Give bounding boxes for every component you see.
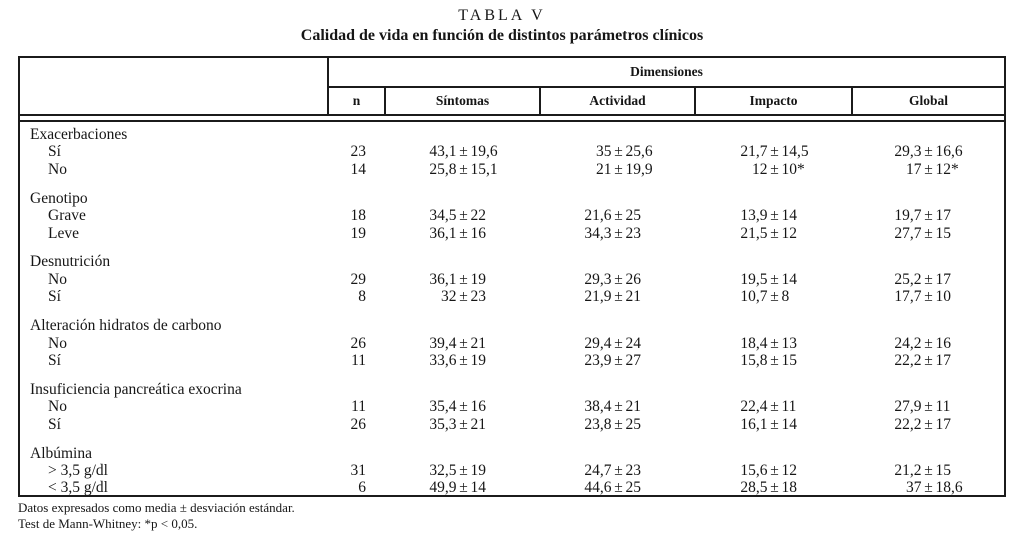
cell-value bbox=[696, 225, 853, 242]
cell-value bbox=[696, 288, 853, 305]
cell-value bbox=[386, 352, 541, 369]
sd-value: 25,6 bbox=[625, 143, 653, 161]
plus-minus: ± bbox=[614, 143, 623, 161]
sd-value: 10* bbox=[781, 160, 805, 178]
cell-value bbox=[853, 416, 1004, 433]
header-col-impacto: Impacto bbox=[696, 88, 853, 114]
cell-value bbox=[386, 288, 541, 305]
mean-value: 32,5 bbox=[429, 462, 457, 479]
cell-value bbox=[541, 207, 696, 224]
mean-value: 35 bbox=[596, 143, 612, 161]
row-label: Sí bbox=[48, 351, 61, 369]
n-value: 19 bbox=[350, 224, 366, 242]
group-label-row bbox=[20, 317, 1004, 334]
plus-minus: ± bbox=[459, 398, 468, 416]
sd-value: 16 bbox=[470, 398, 486, 416]
plus-minus: ± bbox=[924, 334, 933, 352]
group-label-row bbox=[20, 190, 1004, 207]
n-value: 31 bbox=[350, 462, 366, 479]
sd-value: 24 bbox=[625, 334, 641, 352]
header-dimensiones: Dimensiones bbox=[329, 58, 1004, 88]
mean-value: 15,8 bbox=[740, 351, 768, 369]
cell-value bbox=[541, 479, 696, 496]
sd-value: 21 bbox=[625, 398, 641, 416]
n-value: 6 bbox=[358, 479, 366, 497]
mean-value: 35,4 bbox=[429, 398, 457, 416]
table-row bbox=[20, 225, 1004, 242]
plus-minus: ± bbox=[924, 351, 933, 369]
mean-value: 27,7 bbox=[894, 224, 922, 242]
cell-value bbox=[386, 161, 541, 178]
mean-value: 34,5 bbox=[429, 207, 457, 225]
sd-value: 25 bbox=[625, 207, 641, 225]
n-value: 14 bbox=[350, 160, 366, 178]
mean-value: 17 bbox=[906, 160, 922, 178]
sd-value: 15 bbox=[935, 224, 951, 242]
plus-minus: ± bbox=[614, 334, 623, 352]
cell-value bbox=[386, 416, 541, 433]
table-row bbox=[20, 271, 1004, 288]
mean-value: 36,1 bbox=[429, 224, 457, 242]
sd-value: 26 bbox=[625, 270, 641, 288]
plus-minus: ± bbox=[924, 415, 933, 433]
cell-value bbox=[696, 143, 853, 160]
plus-minus: ± bbox=[614, 270, 623, 288]
plus-minus: ± bbox=[770, 224, 779, 242]
sd-value: 12 bbox=[781, 462, 797, 479]
cell-value bbox=[386, 143, 541, 160]
plus-minus: ± bbox=[614, 351, 623, 369]
group-label: Genotipo bbox=[30, 189, 88, 207]
row-label: Leve bbox=[48, 224, 79, 242]
sd-value: 19 bbox=[470, 351, 486, 369]
table-row bbox=[20, 335, 1004, 352]
mean-value: 21,5 bbox=[740, 224, 768, 242]
row-label: Grave bbox=[48, 207, 86, 225]
cell-value bbox=[541, 398, 696, 415]
plus-minus: ± bbox=[459, 351, 468, 369]
table-group bbox=[20, 190, 1004, 242]
table-group bbox=[20, 317, 1004, 369]
row-label: Sí bbox=[48, 415, 61, 433]
table-group bbox=[20, 253, 1004, 305]
n-value: 11 bbox=[351, 351, 366, 369]
n-value: 26 bbox=[350, 334, 366, 352]
mean-value: 13,9 bbox=[740, 207, 768, 225]
plus-minus: ± bbox=[459, 270, 468, 288]
cell-value bbox=[541, 271, 696, 288]
mean-value: 18,4 bbox=[740, 334, 768, 352]
group-label-row bbox=[20, 445, 1004, 462]
cell-value bbox=[696, 352, 853, 369]
cell-value bbox=[541, 143, 696, 160]
table-row bbox=[20, 398, 1004, 415]
sd-value: 15 bbox=[935, 462, 951, 479]
mean-value: 19,7 bbox=[894, 207, 922, 225]
mean-value: 10,7 bbox=[740, 288, 768, 306]
plus-minus: ± bbox=[459, 143, 468, 161]
cell-value bbox=[853, 161, 1004, 178]
sd-value: 17 bbox=[935, 270, 951, 288]
plus-minus: ± bbox=[770, 288, 779, 306]
mean-value: 43,1 bbox=[429, 143, 457, 161]
mean-value: 29,3 bbox=[894, 143, 922, 161]
mean-value: 21 bbox=[596, 160, 612, 178]
plus-minus: ± bbox=[459, 288, 468, 306]
sd-value: 12* bbox=[935, 160, 959, 178]
group-label: Albúmina bbox=[30, 444, 92, 462]
mean-value: 28,5 bbox=[740, 479, 768, 497]
cell-value bbox=[853, 288, 1004, 305]
sd-value: 18,6 bbox=[935, 479, 963, 497]
mean-value: 49,9 bbox=[429, 479, 457, 497]
group-label: Exacerbaciones bbox=[30, 126, 128, 143]
sd-value: 25 bbox=[625, 479, 641, 497]
sd-value: 21 bbox=[470, 415, 486, 433]
sd-value: 10 bbox=[935, 288, 951, 306]
cell-value bbox=[386, 335, 541, 352]
sd-value: 14,5 bbox=[781, 143, 809, 161]
sd-value: 19 bbox=[470, 462, 486, 479]
row-label: > 3,5 g/dl bbox=[48, 462, 108, 479]
cell-value bbox=[541, 335, 696, 352]
mean-value: 27,9 bbox=[894, 398, 922, 416]
sd-value: 16 bbox=[935, 334, 951, 352]
sd-value: 14 bbox=[781, 270, 797, 288]
table-row bbox=[20, 462, 1004, 479]
sd-value: 21 bbox=[625, 288, 641, 306]
sd-value: 13 bbox=[781, 334, 797, 352]
sd-value: 19,9 bbox=[625, 160, 653, 178]
mean-value: 29,3 bbox=[584, 270, 612, 288]
sd-value: 14 bbox=[781, 415, 797, 433]
cell-value bbox=[696, 335, 853, 352]
header-col-global: Global bbox=[908, 93, 948, 108]
table-row bbox=[20, 207, 1004, 224]
plus-minus: ± bbox=[924, 479, 933, 497]
cell-value bbox=[696, 398, 853, 415]
n-value: 18 bbox=[350, 207, 366, 225]
mean-value: 21,7 bbox=[740, 143, 768, 161]
plus-minus: ± bbox=[770, 398, 779, 416]
plus-minus: ± bbox=[459, 224, 468, 242]
plus-minus: ± bbox=[459, 479, 468, 497]
mean-value: 44,6 bbox=[584, 479, 612, 497]
footnotes bbox=[18, 500, 295, 531]
cell-value bbox=[541, 352, 696, 369]
sd-value: 12 bbox=[781, 224, 797, 242]
plus-minus: ± bbox=[924, 160, 933, 178]
cell-value bbox=[696, 462, 853, 479]
plus-minus: ± bbox=[614, 398, 623, 416]
sd-value: 23 bbox=[625, 462, 641, 479]
cell-value bbox=[696, 161, 853, 178]
plus-minus: ± bbox=[770, 143, 779, 161]
cell-value bbox=[696, 271, 853, 288]
n-value: 26 bbox=[350, 415, 366, 433]
mean-value: 19,5 bbox=[740, 270, 768, 288]
cell-value bbox=[386, 398, 541, 415]
header-heavy-rule bbox=[20, 120, 1004, 122]
plus-minus: ± bbox=[770, 462, 779, 479]
cell-value bbox=[541, 462, 696, 479]
data-table bbox=[18, 56, 1006, 497]
plus-minus: ± bbox=[770, 415, 779, 433]
plus-minus: ± bbox=[924, 224, 933, 242]
table-row bbox=[20, 143, 1004, 160]
row-label: No bbox=[48, 334, 67, 352]
plus-minus: ± bbox=[614, 288, 623, 306]
mean-value: 23,9 bbox=[584, 351, 612, 369]
cell-value bbox=[541, 161, 696, 178]
mean-value: 22,2 bbox=[894, 351, 922, 369]
mean-value: 36,1 bbox=[429, 270, 457, 288]
mean-value: 33,6 bbox=[429, 351, 457, 369]
cell-value bbox=[386, 271, 541, 288]
mean-value: 37 bbox=[906, 479, 922, 497]
plus-minus: ± bbox=[614, 479, 623, 497]
mean-value: 12 bbox=[752, 160, 768, 178]
group-label: Desnutrición bbox=[30, 253, 111, 271]
table-row bbox=[20, 479, 1004, 496]
group-label-row bbox=[20, 381, 1004, 398]
mean-value: 23,8 bbox=[584, 415, 612, 433]
mean-value: 21,6 bbox=[584, 207, 612, 225]
cell-value bbox=[696, 479, 853, 496]
cell-value bbox=[386, 225, 541, 242]
mean-value: 24,7 bbox=[584, 462, 612, 479]
mean-value: 22,2 bbox=[894, 415, 922, 433]
header-col-n: n bbox=[329, 88, 386, 114]
plus-minus: ± bbox=[459, 462, 468, 479]
plus-minus: ± bbox=[924, 270, 933, 288]
cell-value bbox=[853, 225, 1004, 242]
plus-minus: ± bbox=[770, 207, 779, 225]
table-row bbox=[20, 288, 1004, 305]
group-label-row bbox=[20, 253, 1004, 270]
plus-minus: ± bbox=[614, 462, 623, 479]
cell-value bbox=[386, 207, 541, 224]
sd-value: 22 bbox=[470, 207, 486, 225]
plus-minus: ± bbox=[924, 207, 933, 225]
plus-minus: ± bbox=[459, 415, 468, 433]
sd-value: 8 bbox=[781, 288, 790, 306]
plus-minus: ± bbox=[614, 224, 623, 242]
table-body bbox=[20, 126, 1004, 497]
sd-value: 14 bbox=[781, 207, 797, 225]
plus-minus: ± bbox=[614, 207, 623, 225]
cell-value bbox=[853, 398, 1004, 415]
cell-value bbox=[541, 225, 696, 242]
sd-value: 18 bbox=[781, 479, 797, 497]
sd-value: 11 bbox=[935, 398, 951, 416]
plus-minus: ± bbox=[770, 270, 779, 288]
table-title: TABLA V bbox=[458, 7, 546, 24]
sd-value: 17 bbox=[935, 351, 951, 369]
plus-minus: ± bbox=[924, 398, 933, 416]
plus-minus: ± bbox=[614, 160, 623, 178]
sd-value: 16,6 bbox=[935, 143, 963, 161]
mean-value: 17,7 bbox=[894, 288, 922, 306]
sd-value: 23 bbox=[625, 224, 641, 242]
plus-minus: ± bbox=[770, 351, 779, 369]
mean-value: 38,4 bbox=[584, 398, 612, 416]
table-subtitle: Calidad de vida en función de distintos parámetros clínicos bbox=[300, 27, 704, 44]
group-label: Alteración hidratos de carbono bbox=[30, 317, 222, 335]
cell-value bbox=[696, 416, 853, 433]
cell-value bbox=[853, 271, 1004, 288]
cell-value bbox=[541, 288, 696, 305]
cell-value bbox=[696, 207, 853, 224]
table-row bbox=[20, 161, 1004, 178]
n-value: 23 bbox=[350, 143, 366, 161]
plus-minus: ± bbox=[924, 288, 933, 306]
table-group bbox=[20, 381, 1004, 433]
plus-minus: ± bbox=[770, 334, 779, 352]
table-row bbox=[20, 352, 1004, 369]
group-label-row bbox=[20, 126, 1004, 143]
mean-value: 22,4 bbox=[740, 398, 768, 416]
group-label: Insuficiencia pancreática exocrina bbox=[30, 380, 242, 398]
mean-value: 15,6 bbox=[740, 462, 768, 479]
cell-value bbox=[853, 352, 1004, 369]
sd-value: 14 bbox=[470, 479, 486, 497]
mean-value: 25,2 bbox=[894, 270, 922, 288]
sd-value: 17 bbox=[935, 207, 951, 225]
sd-value: 21 bbox=[470, 334, 486, 352]
sd-value: 23 bbox=[470, 288, 486, 306]
cell-value bbox=[853, 143, 1004, 160]
mean-value: 21,2 bbox=[894, 462, 922, 479]
header-col-sintomas: Síntomas bbox=[386, 88, 541, 114]
row-label: No bbox=[48, 398, 67, 416]
mean-value: 29,4 bbox=[584, 334, 612, 352]
sd-value: 27 bbox=[625, 351, 641, 369]
mean-value: 32 bbox=[441, 288, 457, 306]
mean-value: 39,4 bbox=[429, 334, 457, 352]
sd-value: 19,6 bbox=[470, 143, 498, 161]
cell-value bbox=[386, 462, 541, 479]
row-label: Sí bbox=[48, 143, 61, 161]
footnote-line-1: Datos expresados como media ± desviación estándar. bbox=[18, 500, 295, 515]
cell-value bbox=[853, 479, 1004, 496]
mean-value: 21,9 bbox=[584, 288, 612, 306]
cell-value bbox=[386, 479, 541, 496]
table-header bbox=[20, 58, 1004, 116]
mean-value: 35,3 bbox=[429, 415, 457, 433]
plus-minus: ± bbox=[459, 334, 468, 352]
plus-minus: ± bbox=[924, 143, 933, 161]
header-col-actividad: Actividad bbox=[541, 88, 696, 114]
table-group bbox=[20, 445, 1004, 497]
row-label: No bbox=[48, 160, 67, 178]
mean-value: 16,1 bbox=[740, 415, 768, 433]
cell-value bbox=[853, 335, 1004, 352]
sd-value: 15,1 bbox=[470, 160, 498, 178]
table-group bbox=[20, 126, 1004, 178]
mean-value: 24,2 bbox=[894, 334, 922, 352]
plus-minus: ± bbox=[770, 479, 779, 497]
n-value: 29 bbox=[350, 270, 366, 288]
n-value: 8 bbox=[358, 288, 366, 306]
row-label: No bbox=[48, 270, 67, 288]
row-label: < 3,5 g/dl bbox=[48, 479, 108, 497]
mean-value: 25,8 bbox=[429, 160, 457, 178]
sd-value: 19 bbox=[470, 270, 486, 288]
mean-value: 34,3 bbox=[584, 224, 612, 242]
plus-minus: ± bbox=[459, 207, 468, 225]
sd-value: 17 bbox=[935, 415, 951, 433]
sd-value: 15 bbox=[781, 351, 797, 369]
n-value: 11 bbox=[351, 398, 366, 416]
sd-value: 25 bbox=[625, 415, 641, 433]
row-label: Sí bbox=[48, 288, 61, 306]
sd-value: 11 bbox=[781, 398, 797, 416]
table-row bbox=[20, 416, 1004, 433]
plus-minus: ± bbox=[459, 160, 468, 178]
plus-minus: ± bbox=[770, 160, 779, 178]
plus-minus: ± bbox=[614, 415, 623, 433]
cell-value bbox=[853, 462, 1004, 479]
cell-value bbox=[541, 416, 696, 433]
header-corner-cell bbox=[20, 58, 329, 114]
plus-minus: ± bbox=[924, 462, 933, 479]
footnote-line-2: Test de Mann-Whitney: *p < 0,05. bbox=[18, 515, 198, 531]
sd-value: 16 bbox=[470, 224, 486, 242]
cell-value bbox=[853, 207, 1004, 224]
